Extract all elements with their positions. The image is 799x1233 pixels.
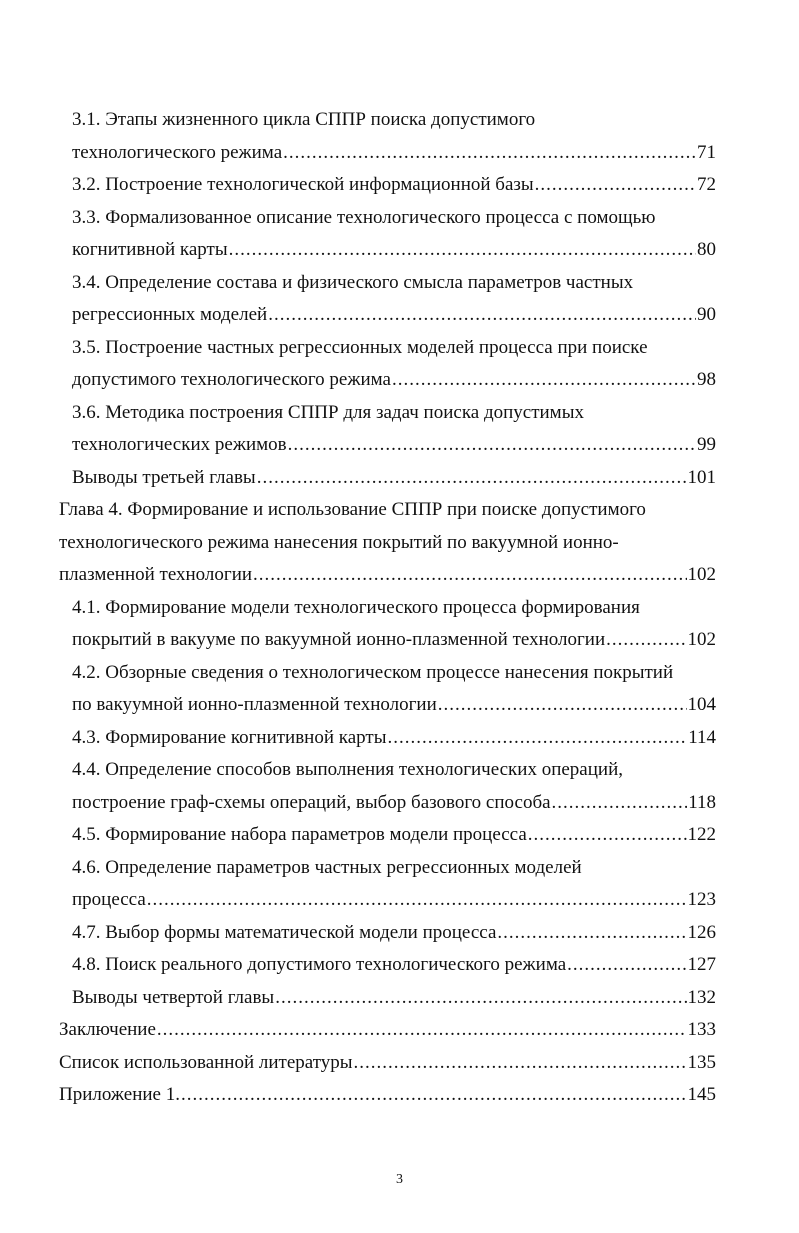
toc-line: 3.1. Этапы жизненного цикла СППР поиска допустимого — [72, 109, 536, 130]
toc-line: 3.3. Формализованное описание технологического процесса с помощью — [72, 206, 656, 228]
dot-leader — [257, 462, 687, 495]
toc-line-last: 4.7. Выбор формы математической модели процесса ..... 126 — [72, 917, 716, 950]
toc-entry-4-5[interactable] — [0, 819, 799, 852]
toc-entry-chapter-4[interactable] — [0, 494, 799, 592]
dot-leader — [283, 137, 696, 170]
toc-page-number: 102 — [687, 629, 716, 650]
toc-line-last: технологических режимов ..... 99 — [72, 429, 716, 462]
toc-entry-3-6[interactable] — [0, 397, 799, 462]
page-number: 3 — [396, 1172, 403, 1187]
toc-page-number: 114 — [688, 726, 716, 748]
toc-page-number: 133 — [687, 1019, 716, 1040]
toc-line: 4.2. Обзорные сведения о технологическом процессе нанесения покрытий — [72, 661, 674, 683]
dot-leader — [528, 819, 687, 852]
toc-entry-appendix-1[interactable] — [0, 1079, 799, 1112]
toc-line-last: 4.5. Формирование набора параметров модели процесса ..... 122 — [72, 819, 716, 852]
toc-line-last: по вакуумной ионно-плазменной технологии ..... 104 — [72, 689, 716, 722]
toc-line: 3.4. Определение состава и физического смысла параметров частных — [72, 271, 634, 293]
toc-entry-4-7[interactable] — [0, 917, 799, 950]
toc-line-last: технологического режима ..... 71 — [72, 137, 716, 170]
toc-page-number: 71 — [697, 141, 716, 163]
toc-line-last: 4.3. Формирование когнитивной карты ..... 114 — [72, 722, 716, 755]
toc-entry-conclusions-3[interactable] — [0, 462, 799, 495]
dot-leader — [181, 1079, 687, 1112]
toc-page-number: 145 — [687, 1084, 716, 1105]
toc-entry-3-4[interactable] — [0, 267, 799, 332]
dot-leader — [268, 299, 696, 332]
dot-leader — [392, 364, 696, 397]
toc-entry-4-8[interactable] — [0, 949, 799, 982]
toc-page-number: 102 — [687, 564, 716, 585]
toc-line: 4.4. Определение способов выполнения технологических операций, — [72, 759, 623, 780]
toc-page-number: 122 — [687, 824, 716, 845]
toc-entry-4-1[interactable] — [0, 592, 799, 657]
toc-page-number: 135 — [687, 1051, 716, 1073]
toc-entry-3-3[interactable] — [0, 202, 799, 267]
dot-leader — [535, 169, 696, 202]
toc-line-last: Выводы третьей главы ..... 101 — [72, 462, 716, 495]
dot-leader — [275, 982, 686, 1015]
toc-page-number: 123 — [687, 889, 716, 910]
toc-entry-references[interactable] — [0, 1047, 799, 1080]
dot-leader — [387, 722, 687, 755]
toc-entry-3-1[interactable] — [0, 104, 799, 169]
dot-leader — [438, 689, 687, 722]
toc-line-last: построение граф-схемы операций, выбор базового способа ..... 118 — [72, 787, 716, 820]
dot-leader — [157, 1014, 687, 1047]
toc-page-number: 118 — [688, 791, 716, 813]
toc-entry-4-6[interactable] — [0, 852, 799, 917]
toc-line-last: регрессионных моделей ..... 90 — [72, 299, 716, 332]
toc-entry-4-3[interactable] — [0, 722, 799, 755]
toc-entry-3-5[interactable] — [0, 332, 799, 397]
toc-line-last: 4.8. Поиск реального допустимого технологического режима ..... 127 — [72, 949, 716, 982]
toc-line-last: Список использованной литературы ..... 135 — [59, 1047, 716, 1080]
toc-page-number: 132 — [687, 986, 716, 1008]
toc-page-number: 98 — [697, 369, 716, 390]
toc-page-number: 90 — [697, 304, 716, 325]
toc-line: 3.6. Методика построения СППР для задач поиска допустимых — [72, 401, 584, 423]
toc-line: технологического режима нанесения покрытий по вакуумной ионно- — [59, 531, 619, 553]
toc-page-number: 104 — [687, 694, 716, 715]
toc-entry-conclusions-4[interactable] — [0, 982, 799, 1015]
dot-leader — [253, 559, 686, 592]
toc-line: Глава 4. Формирование и использование СППР при поиске допустимого — [59, 499, 646, 520]
toc-entry-4-2[interactable] — [0, 657, 799, 722]
toc-line-last: 3.2. Построение технологической информационной базы ..... 72 — [72, 169, 716, 202]
dot-leader — [552, 787, 688, 820]
toc-line-last: покрытий в вакууме по вакуумной ионно-плазменной технологии ..... 102 — [72, 624, 716, 657]
toc-page-number: 126 — [687, 921, 716, 943]
toc-line-last: Выводы четвертой главы ..... 132 — [72, 982, 716, 1015]
toc-line-last: плазменной технологии ..... 102 — [59, 559, 716, 592]
dot-leader — [288, 429, 696, 462]
toc-entry-3-2[interactable] — [0, 169, 799, 202]
dot-leader — [147, 884, 687, 917]
toc-page-number: 101 — [687, 466, 716, 488]
toc-page-number: 127 — [687, 954, 716, 975]
toc-line: 4.6. Определение параметров частных регрессионных моделей — [72, 856, 582, 878]
toc-page-number: 80 — [697, 239, 716, 260]
dot-leader — [567, 949, 686, 982]
toc-entry-4-4[interactable] — [0, 754, 799, 819]
toc-line-last: Заключение ..... 133 — [59, 1014, 716, 1047]
toc-line-last: когнитивной карты ..... 80 — [72, 234, 716, 267]
toc-line: 3.5. Построение частных регрессионных моделей процесса при поиске — [72, 336, 648, 358]
dot-leader — [354, 1047, 687, 1080]
dot-leader — [606, 624, 686, 657]
toc-line-last: процесса ..... 123 — [72, 884, 716, 917]
toc-line-last: Приложение 1. ..... 145 — [59, 1079, 716, 1112]
dot-leader — [497, 917, 686, 950]
toc-entry-conclusion[interactable] — [0, 1014, 799, 1047]
toc-page-number: 99 — [697, 434, 716, 455]
toc-line-last: допустимого технологического режима ..... 98 — [72, 364, 716, 397]
toc-line: 4.1. Формирование модели технологического процесса формирования — [72, 596, 640, 618]
dot-leader — [229, 234, 696, 267]
toc-page-number: 72 — [697, 174, 716, 195]
